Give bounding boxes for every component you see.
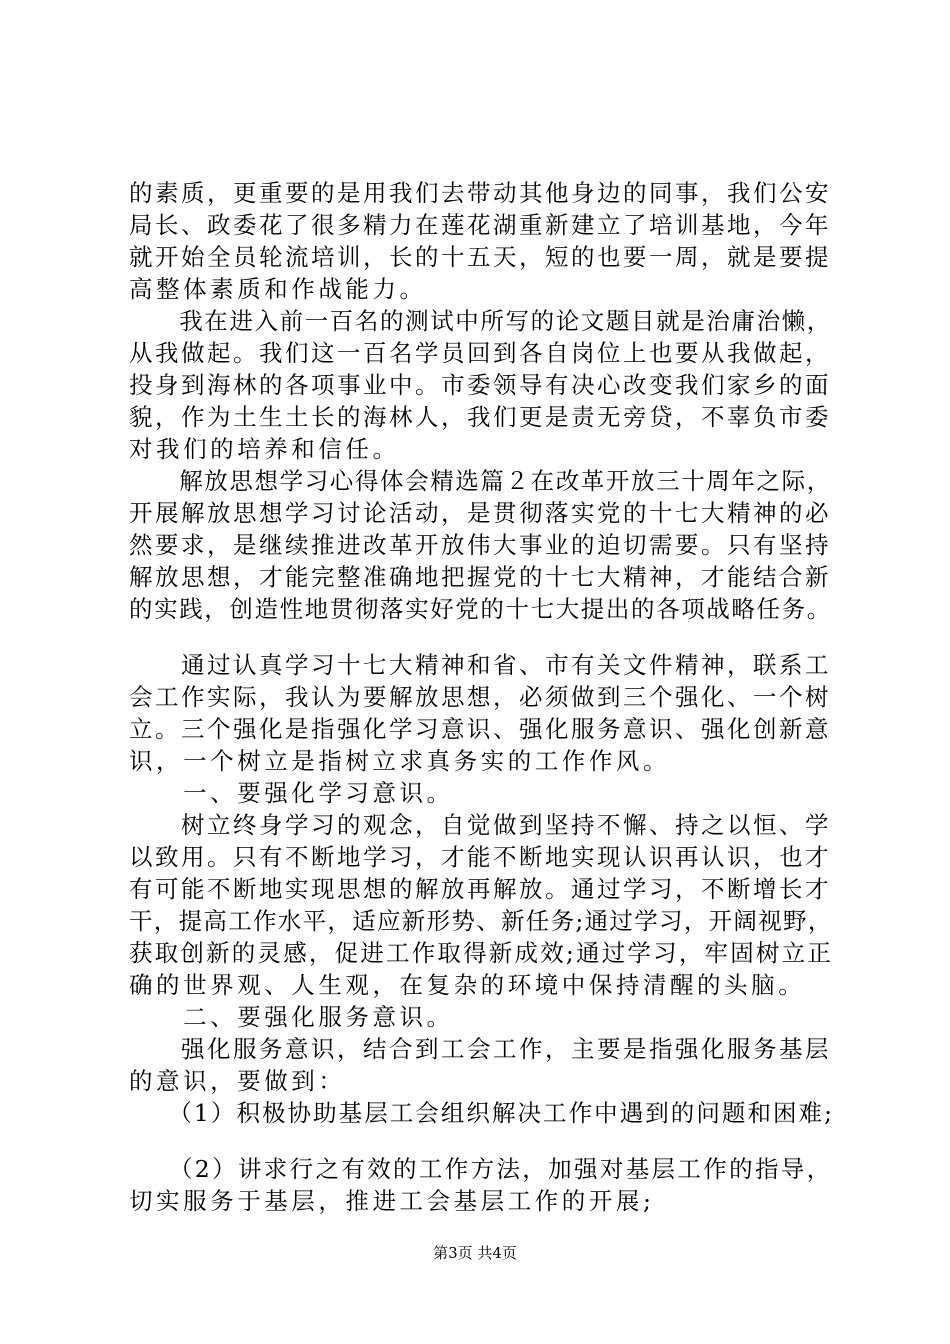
text-line: 立。三个强化是指强化学习意识、强化服务意识、强化创新意 — [129, 715, 831, 743]
text-line: 二、要强化服务意识。 — [129, 1003, 454, 1031]
text-line: 强化服务意识，结合到工会工作，主要是指强化服务基层 — [129, 1035, 831, 1063]
text-line: 解放思想学习心得体会精选篇２在改革开放三十周年之际， — [129, 467, 832, 495]
text-line: 确的世界观、人生观，在复杂的环境中保持清醒的头脑。 — [129, 971, 806, 999]
text-line: 的素质，更重要的是用我们去带动其他身边的同事，我们公安 — [129, 179, 831, 207]
text-line: 的意识，要做到： — [129, 1067, 346, 1095]
text-line: 解放思想，才能完整准确地把握党的十七大精神，才能结合新 — [129, 563, 831, 591]
text-line: 对我们的培养和信任。 — [129, 435, 400, 463]
text-line: （1）积极协助基层工会组织解决工作中遇到的问题和困难; — [129, 1099, 835, 1127]
text-line: 从我做起。我们这一百名学员回到各自岗位上也要从我做起， — [129, 339, 831, 367]
page-number-footer: 第3页 共4页 — [433, 1244, 517, 1262]
text-line: 获取创新的灵感，促进工作取得新成效;通过学习，牢固树立正 — [129, 939, 834, 967]
text-line: 有可能不断地实现思想的解放再解放。通过学习，不断增长才 — [129, 875, 831, 903]
text-line: 切实服务于基层，推进工会基层工作的开展; — [129, 1187, 655, 1215]
text-line: 投身到海林的各项事业中。市委领导有决心改变我们家乡的面 — [129, 371, 831, 399]
text-line: 识，一个树立是指树立求真务实的工作作风。 — [129, 747, 670, 775]
text-line: 以致用。只有不断地学习，才能不断地实现认识再认识，也才 — [129, 843, 831, 871]
text-line: 的实践，创造性地贯彻落实好党的十七大提出的各项战略任务。 — [129, 595, 832, 623]
text-line: 貌，作为土生土长的海林人，我们更是责无旁贷，不辜负市委 — [129, 403, 831, 431]
text-line: 就开始全员轮流培训，长的十五天，短的也要一周，就是要提 — [129, 243, 831, 271]
text-line: 树立终身学习的观念，自觉做到坚持不懈、持之以恒、学 — [129, 811, 831, 839]
text-line: （2）讲求行之有效的工作方法，加强对基层工作的指导， — [129, 1155, 833, 1183]
text-line: 通过认真学习十七大精神和省、市有关文件精神，联系工 — [129, 651, 831, 679]
text-line: 会工作实际，我认为要解放思想，必须做到三个强化、一个树 — [129, 683, 831, 711]
text-line: 局长、政委花了很多精力在莲花湖重新建立了培训基地，今年 — [129, 211, 831, 239]
text-line: 一、要强化学习意识。 — [129, 779, 454, 807]
text-line: 干，提高工作水平，适应新形势、新任务;通过学习，开阔视野， — [129, 907, 833, 935]
text-line: 我在进入前一百名的测试中所写的论文题目就是治庸治懒， — [129, 307, 832, 335]
text-line: 然要求，是继续推进改革开放伟大事业的迫切需要。只有坚持 — [129, 531, 831, 559]
text-line: 高整体素质和作战能力。 — [129, 275, 427, 303]
text-line: 开展解放思想学习讨论活动，是贯彻落实党的十七大精神的必 — [129, 499, 831, 527]
